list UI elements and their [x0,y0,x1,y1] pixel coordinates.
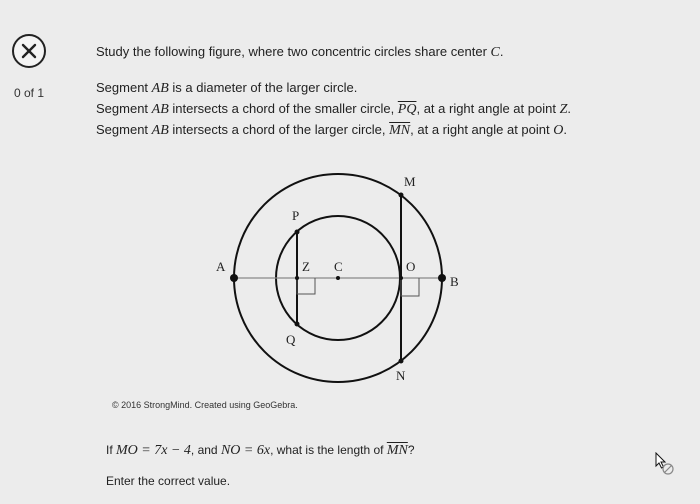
point-c [336,276,340,280]
concentric-circles-figure [210,160,460,390]
point-n [399,359,404,364]
label-o: O [406,259,416,274]
point-b [438,274,446,282]
point-o [399,276,403,280]
label-a: A [216,259,226,274]
point-q [295,322,300,327]
figure-credit: © 2016 StrongMind. Created using GeoGebra. [112,400,298,410]
question-text: If MO = 7x − 4, and NO = 6x, what is the length of $\overline{MN}$? [106,443,415,458]
point-p [295,230,300,235]
prompt-line-4: Segment AB intersects a chord of the larger circle, $\overline{MN}$, at a right angle at point O. [96,122,567,138]
label-b: B [450,274,459,289]
question-counter: 0 of 1 [14,86,45,100]
label-q: Q [286,332,296,347]
prompt-line-1: Study the following figure, where two concentric circles share center C. [96,44,504,60]
label-z: Z [302,259,310,274]
label-n: N [396,368,406,383]
point-z [295,276,299,280]
point-m [399,193,404,198]
label-m: M [404,174,416,189]
label-c: C [334,259,343,274]
right-angle-mark-o [401,278,419,296]
prompt-line-3: Segment AB intersects a chord of the smaller circle, $\overline{PQ}$, at a right angle at point Z. [96,101,571,117]
close-x-icon [21,43,37,59]
problem-prompt [96,42,656,141]
prompt-line-2: Segment AB is a diameter of the larger circle. [96,80,358,96]
close-button[interactable] [12,34,46,68]
answer-instruction: Enter the correct value. [106,474,231,488]
right-angle-mark-z [297,278,315,294]
point-a [230,274,238,282]
pointer-cursor-icon [654,452,678,476]
label-p: P [292,208,300,223]
